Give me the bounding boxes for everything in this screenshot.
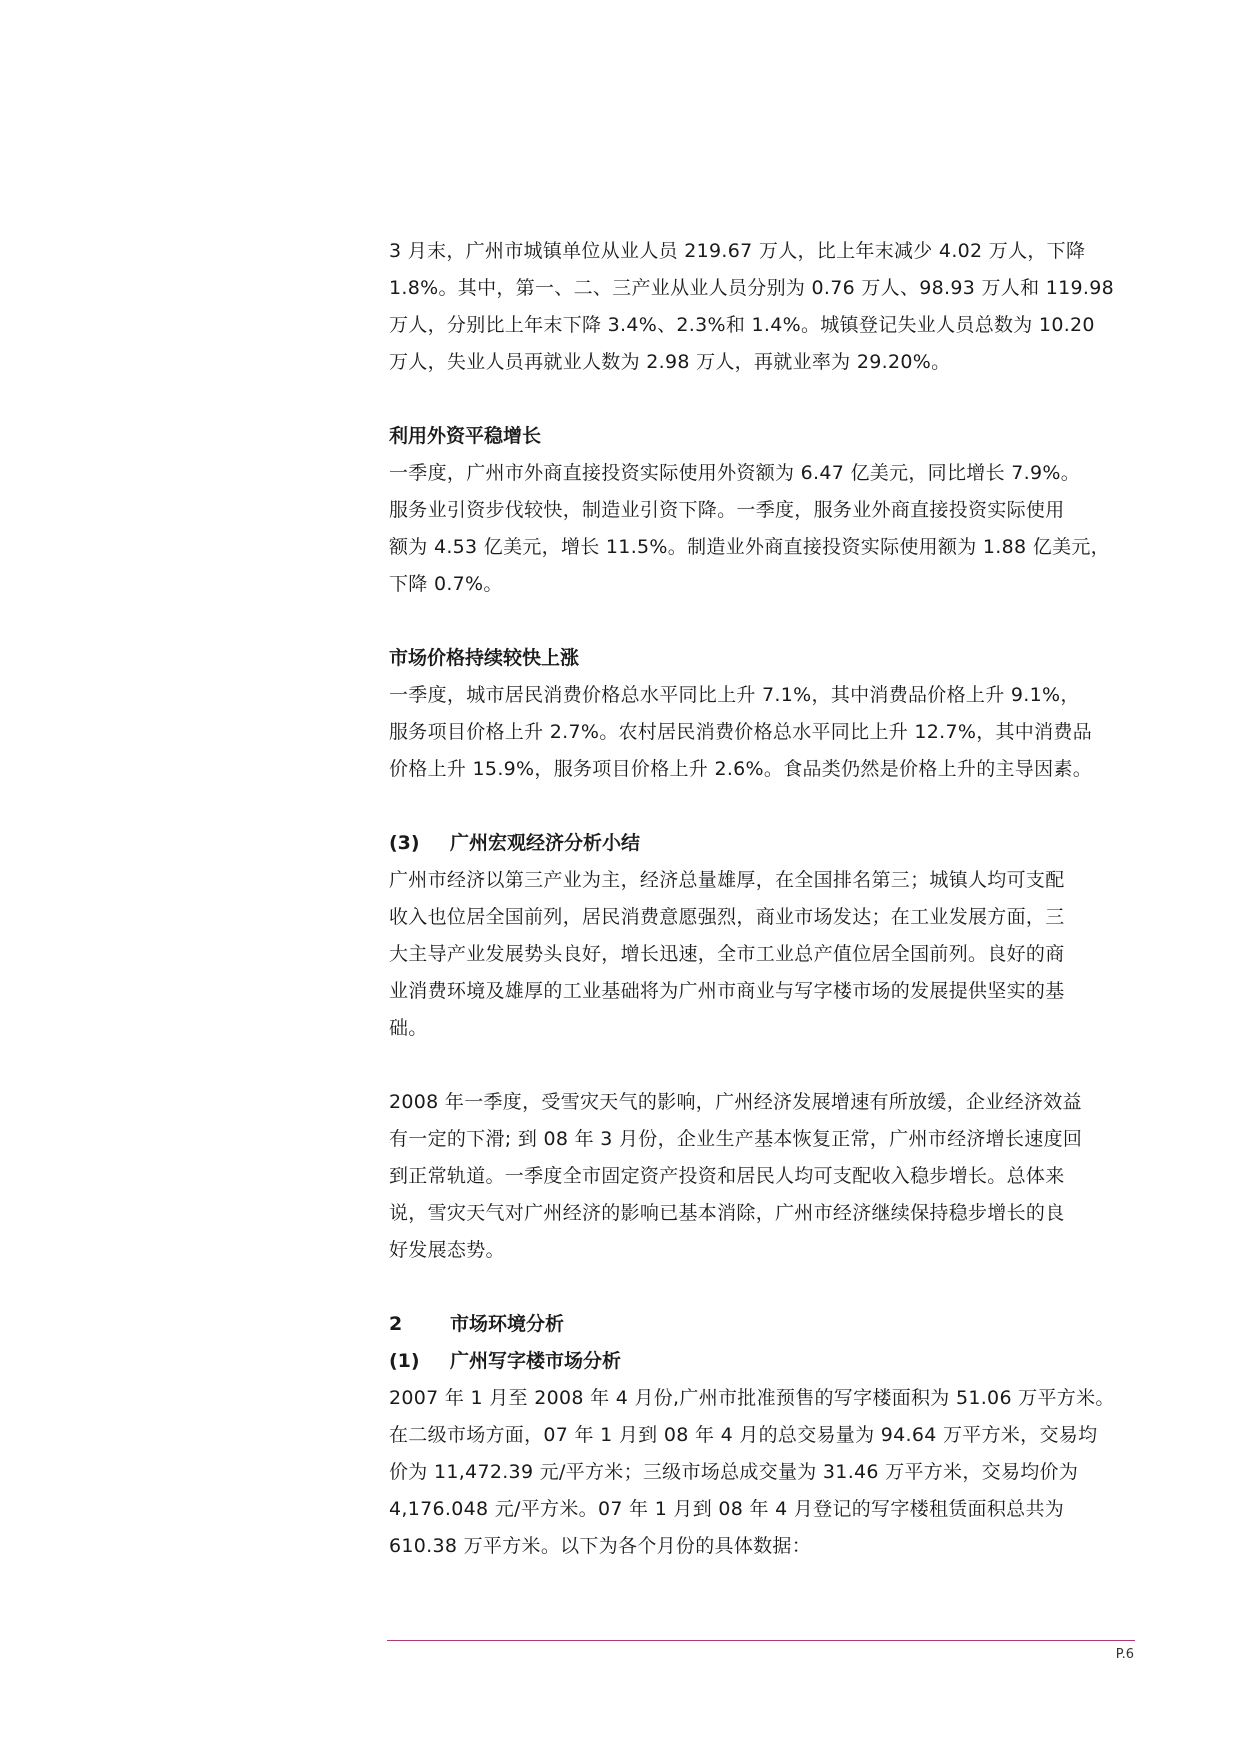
text-line: 价格上升 15.9%，服务项目价格上升 2.6%。食品类仍然是价格上升的主导因素。: [389, 758, 1093, 780]
text-line: 万人，分别比上年末下降 3.4%、2.3%和 1.4%。城镇登记失业人员总数为 10.20: [389, 314, 1095, 336]
spacer: [389, 1269, 1134, 1306]
page-number: P.6: [1115, 1647, 1134, 1662]
text-line: 大主导产业发展势头良好，增长迅速，全市工业总产值位居全国前列。良好的商: [389, 943, 1065, 965]
text-line: 础。: [389, 1017, 428, 1039]
market-environment-section: [389, 1306, 1134, 1565]
employment-paragraph: [389, 233, 1134, 381]
spacer: [389, 1047, 1134, 1084]
text-line: 服务项目价格上升 2.7%。农村居民消费价格总水平同比上升 12.7%，其中消费品: [389, 721, 1093, 743]
text-line: 610.38 万平方米。以下为各个月份的具体数据：: [389, 1535, 812, 1557]
text-line: 在二级市场方面，07 年 1 月到 08 年 4 月的总交易量为 94.64 万平方米，交易均: [389, 1424, 1098, 1446]
text-line: 额为 4.53 亿美元，增长 11.5%。制造业外商直接投资实际使用额为 1.88 亿美元，: [389, 536, 1110, 558]
text-line: 价为 11,472.39 元/平方米；三级市场总成交量为 31.46 万平方米，交易均价为: [389, 1461, 1079, 1483]
text-line: 广州市经济以第三产业为主，经济总量雄厚，在全国排名第三；城镇人均可支配: [389, 869, 1065, 891]
section-heading: 市场价格持续较快上涨: [389, 647, 580, 669]
text-line: 4,176.048 元/平方米。07 年 1 月到 08 年 4 月登记的写字楼租赁面积总共为: [389, 1498, 1065, 1520]
numbered-heading: [389, 825, 1134, 862]
heading-text: 广州宏观经济分析小结: [450, 832, 641, 854]
spacer: [389, 603, 1134, 640]
text-line: 2007 年 1 月至 2008 年 4 月份,广州市批准预售的写字楼面积为 51.06 万平方米。: [389, 1387, 1115, 1409]
text-line: 业消费环境及雄厚的工业基础将为广州市商业与写字楼市场的发展提供坚实的基: [389, 980, 1065, 1002]
text-line: 万人，失业人员再就业人数为 2.98 万人，再就业率为 29.20%。: [389, 351, 951, 373]
heading-text: 广州写字楼市场分析: [450, 1350, 622, 1372]
market-prices-section: [389, 640, 1134, 788]
section-heading: 利用外资平稳增长: [389, 425, 542, 447]
text-line: 一季度，城市居民消费价格总水平同比上升 7.1%，其中消费品价格上升 9.1%，: [389, 684, 1080, 706]
text-line: 下降 0.7%。: [389, 573, 503, 595]
text-line: 收入也位居全国前列，居民消费意愿强烈，商业市场发达；在工业发展方面，三: [389, 906, 1065, 928]
heading-text: 市场环境分析: [450, 1313, 565, 1335]
heading-number: (3): [389, 832, 420, 854]
numbered-subheading: [389, 1343, 1134, 1380]
spacer: [389, 381, 1134, 418]
heading-number: 2: [389, 1313, 403, 1335]
text-line: 有一定的下滑; 到 08 年 3 月份，企业生产基本恢复正常，广州市经济增长速度回: [389, 1128, 1083, 1150]
page-content: [389, 233, 1134, 1565]
text-line: 好发展态势。: [389, 1239, 505, 1261]
text-line: 3 月末，广州市城镇单位从业人员 219.67 万人，比上年末减少 4.02 万人，下降: [389, 240, 1086, 262]
numbered-heading: [389, 1306, 1134, 1343]
text-line: 服务业引资步伐较快，制造业引资下降。一季度，服务业外商直接投资实际使用: [389, 499, 1065, 521]
text-line: 一季度，广州市外商直接投资实际使用外资额为 6.47 亿美元，同比增长 7.9%。: [389, 462, 1080, 484]
foreign-investment-section: [389, 418, 1134, 603]
text-line: 2008 年一季度，受雪灾天气的影响，广州经济发展增速有所放缓，企业经济效益: [389, 1091, 1082, 1113]
text-line: 到正常轨道。一季度全市固定资产投资和居民人均可支配收入稳步增长。总体来: [389, 1165, 1065, 1187]
macro-summary-section: [389, 825, 1134, 1269]
text-line: 说，雪灾天气对广州经济的影响已基本消除，广州市经济继续保持稳步增长的良: [389, 1202, 1065, 1224]
text-line: 1.8%。其中，第一、二、三产业从业人员分别为 0.76 万人、98.93 万人和 119.98: [389, 277, 1115, 299]
spacer: [389, 788, 1134, 825]
footer-rule: [387, 1640, 1135, 1641]
heading-number: (1): [389, 1350, 420, 1372]
